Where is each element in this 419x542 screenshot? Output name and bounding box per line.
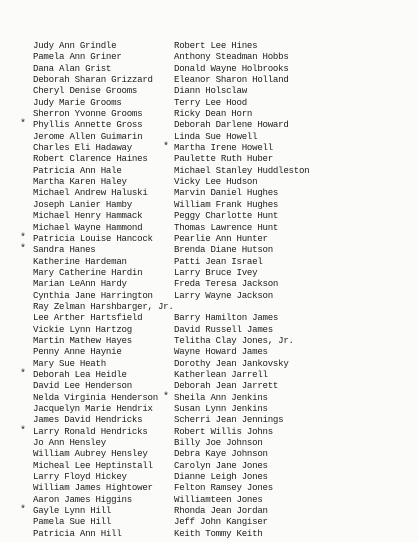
name-text: Scherri Jean Jennings — [174, 414, 284, 426]
name-text: Jo Ann Hensley — [33, 437, 106, 449]
name-text: Rhonda Jean Jordan — [174, 505, 268, 517]
name-text: William Aubrey Hensley — [33, 448, 148, 460]
name-text: Marvin Daniel Hughes — [174, 187, 279, 199]
name-text: Thomas Lawrence Hunt — [174, 221, 279, 233]
name-text: Micheal Lee Heptinstall — [33, 459, 153, 471]
name-text: Carolyn Jane Jones — [174, 459, 268, 471]
name-text: Freda Teresa Jackson — [174, 278, 279, 290]
asterisk-marker: * — [163, 391, 169, 403]
name-entry — [174, 153, 414, 164]
asterisk-marker: * — [20, 232, 26, 244]
name-text: Ray Zelman Harshbarger, Jr. — [33, 300, 174, 312]
name-text: Billy Joe Johnson — [174, 437, 263, 449]
name-text: Vickie Lynn Hartzog — [33, 323, 132, 335]
name-entry — [174, 97, 414, 108]
name-entry — [174, 210, 414, 221]
name-entry — [174, 516, 414, 527]
name-text: Katherlean Jarrell — [174, 368, 268, 380]
asterisk-marker: * — [20, 425, 26, 437]
name-entry — [174, 358, 414, 369]
name-text: Peggy Charlotte Hunt — [174, 210, 279, 222]
name-text: Katherine Hardeman — [33, 255, 127, 267]
name-text: William James Hightower — [33, 482, 153, 494]
name-entry — [174, 494, 414, 505]
name-text: Susan Lynn Jenkins — [174, 403, 268, 414]
name-text: Ricky Dean Horn — [174, 108, 253, 120]
name-entry — [174, 256, 414, 267]
name-entry — [174, 85, 414, 96]
name-text: Donald Wayne Holbrooks — [174, 62, 289, 74]
name-text: Robert Clarence Haines — [33, 153, 148, 165]
name-text: Jerome Allen Guimarin — [33, 130, 143, 142]
name-text: Paulette Ruth Huber — [174, 153, 273, 165]
name-entry — [163, 391, 414, 403]
name-text: Pearlie Ann Hunter — [174, 232, 268, 244]
name-entry — [174, 290, 414, 301]
name-text: Brenda Diane Hutson — [174, 244, 273, 256]
name-entry — [174, 312, 414, 323]
name-text: Deborah Jean Jarrett — [174, 380, 279, 392]
name-text: Patricia Ann Hale — [33, 164, 122, 176]
name-text: Cynthia Jane Harrington — [33, 289, 153, 301]
name-text: Cheryl Denise Grooms — [33, 85, 138, 97]
name-text: Dianne Leigh Jones — [174, 471, 268, 483]
name-entry — [174, 324, 414, 335]
name-text: David Lee Henderson — [33, 380, 132, 392]
name-text: Jeff John Kangiser — [174, 516, 268, 528]
name-entry — [174, 380, 414, 391]
right-name-column — [163, 40, 414, 539]
name-text: Diann Holsclaw — [174, 85, 247, 97]
name-text: Wayne Howard James — [174, 346, 268, 358]
name-text: Mary Catherine Hardin — [33, 266, 143, 278]
name-text: Judy Ann Grindle — [33, 40, 117, 51]
name-text: Pamela Sue Hill — [33, 516, 112, 528]
name-entry — [174, 482, 414, 493]
name-text: Pamela Ann Griner — [33, 51, 122, 63]
name-entry — [174, 426, 414, 437]
name-text: Vicky Lee Hudson — [174, 176, 258, 188]
asterisk-marker: * — [20, 119, 26, 131]
name-text: Martha Irene Howell — [174, 142, 273, 154]
name-text: Sandra Hanes — [33, 244, 96, 256]
name-entry — [174, 403, 414, 414]
name-text: Williamteen Jones — [174, 493, 263, 505]
name-text: Robert Willis Johns — [174, 425, 273, 437]
name-text: William Frank Hughes — [174, 198, 279, 210]
name-text: Aaron James Higgins — [33, 493, 132, 505]
name-text: Michael Stanley Huddleston — [174, 164, 310, 176]
name-text: Dana Alan Grist — [33, 62, 112, 74]
name-entry — [174, 460, 414, 471]
name-text: Larry Ronald Hendricks — [33, 425, 148, 437]
name-entry — [174, 199, 414, 210]
name-text: Joseph Lanier Hamby — [33, 198, 132, 210]
name-text: David Russell James — [174, 323, 273, 335]
name-text: Michael Henry Hammack — [33, 210, 143, 222]
name-text: Lee Arther Hartsfield — [33, 312, 143, 324]
name-entry — [174, 40, 414, 51]
name-text: Deborah Lea Heidle — [33, 368, 127, 380]
name-text: Eleanor Sharon Holland — [174, 74, 289, 86]
name-text: Felton Ramsey Jones — [174, 482, 273, 494]
name-text: Marian LeAnn Hardy — [33, 278, 127, 290]
name-text: Jacquelyn Marie Hendrix — [33, 403, 153, 414]
name-text: Gayle Lynn Hill — [33, 505, 112, 517]
name-text: Charles Eli Hadaway — [33, 142, 132, 154]
name-text: Robert Lee Hines — [174, 40, 258, 51]
name-entry — [174, 244, 414, 255]
name-text: Nelda Virginia Henderson — [33, 391, 158, 403]
asterisk-marker: * — [20, 368, 26, 380]
name-text: Dorothy Jean Jankovsky — [174, 357, 289, 369]
name-text: James David Hendricks — [33, 414, 143, 426]
name-entry — [174, 233, 414, 244]
name-entry — [174, 74, 414, 85]
name-text: Anthony Steadman Hobbs — [174, 51, 289, 63]
name-entry — [174, 301, 414, 312]
name-text: Penny Anne Haynie — [33, 346, 122, 358]
asterisk-marker: * — [20, 505, 26, 517]
name-text: Keith Tommy Keith — [174, 527, 263, 539]
name-text: Deborah Sharan Grizzard — [33, 74, 153, 86]
name-text: Larry Floyd Hickey — [33, 471, 127, 483]
name-entry — [174, 335, 414, 346]
name-text: Martha Karen Haley — [33, 176, 127, 188]
name-text: Mary Sue Heath — [33, 357, 106, 369]
asterisk-marker: * — [163, 142, 169, 154]
name-text: Judy Marie Grooms — [33, 96, 122, 108]
name-entry — [174, 222, 414, 233]
name-text: Debra Kaye Johnson — [174, 448, 268, 460]
name-text: Barry Hamilton James — [174, 312, 279, 324]
name-entry — [174, 505, 414, 516]
name-entry — [174, 278, 414, 289]
name-entry — [174, 165, 414, 176]
name-entry — [174, 119, 414, 130]
name-entry — [174, 471, 414, 482]
asterisk-marker: * — [20, 244, 26, 256]
name-text: Martin Mathew Hayes — [33, 334, 132, 346]
name-entry — [174, 346, 414, 357]
name-entry — [174, 187, 414, 198]
name-text: Telitha Clay Jones, Jr. — [174, 334, 294, 346]
name-entry — [174, 108, 414, 119]
name-text: Terry Lee Hood — [174, 96, 247, 108]
name-entry — [174, 176, 414, 187]
name-entry — [174, 63, 414, 74]
name-entry — [174, 448, 414, 459]
name-entry — [174, 369, 414, 380]
name-entry — [174, 51, 414, 62]
name-entry — [174, 414, 414, 425]
name-entry — [174, 437, 414, 448]
name-text: Michael Wayne Hammond — [33, 221, 143, 233]
name-entry — [163, 142, 414, 154]
name-text: Larry Wayne Jackson — [174, 289, 273, 301]
name-text: Sheila Ann Jenkins — [174, 391, 268, 403]
name-text: Larry Bruce Ivey — [174, 266, 258, 278]
name-text: Deborah Darlene Howard — [174, 119, 289, 131]
name-text: Linda Sue Howell — [174, 130, 258, 142]
name-text: Michael Andrew Haluski — [33, 187, 148, 199]
name-entry — [174, 528, 414, 539]
name-text: Patricia Louise Hancock — [33, 232, 153, 244]
name-entry — [174, 131, 414, 142]
name-text: Patti Jean Israel — [174, 255, 263, 267]
name-text: Sherron Yvonne Grooms — [33, 108, 143, 120]
name-entry — [174, 267, 414, 278]
name-text: Phyllis Annette Gross — [33, 119, 143, 131]
name-text: Patricia Ann Hill — [33, 527, 122, 539]
